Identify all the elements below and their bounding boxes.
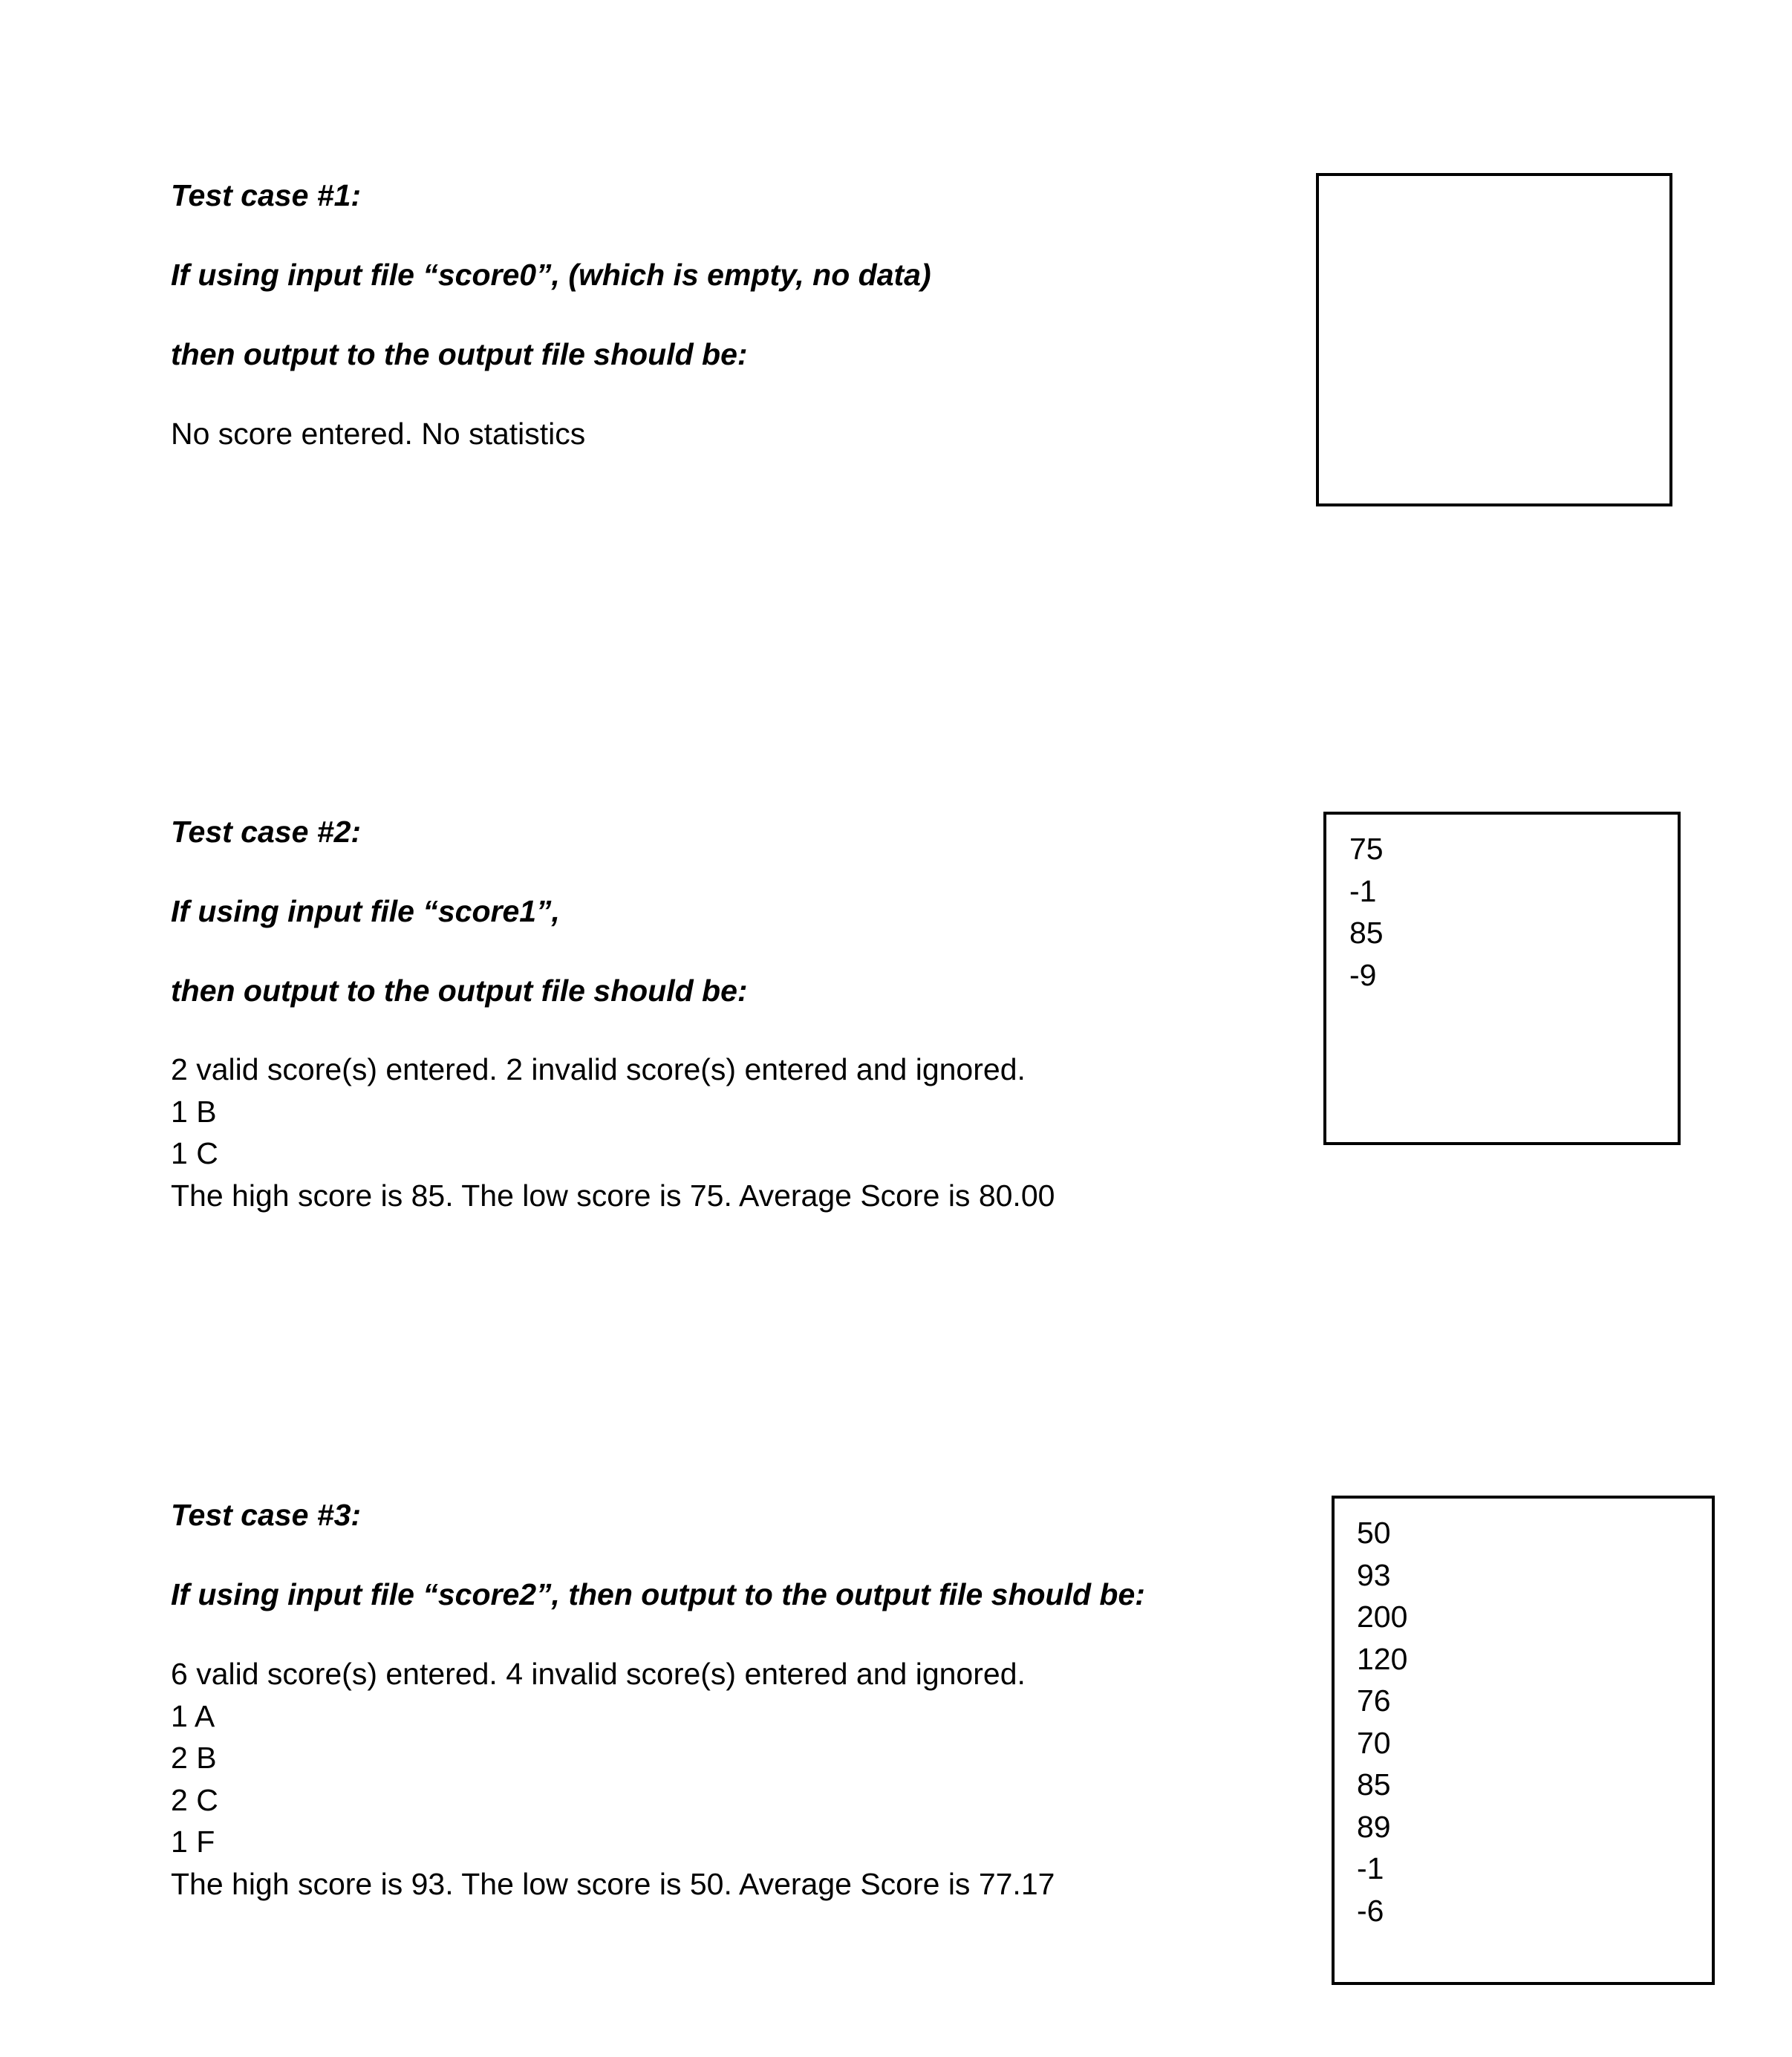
- test-case-2-output: [171, 1049, 1055, 1216]
- test-case-1-then-line: then output to the output file should be:: [171, 337, 748, 371]
- output-line: The high score is 85. The low score is 75. Average Score is 80.00: [171, 1178, 1055, 1213]
- test-case-2-input-file-box: [1323, 812, 1681, 1145]
- input-value: 89: [1357, 1809, 1391, 1844]
- test-case-3-output: [171, 1653, 1055, 1906]
- test-case-1-output: [171, 413, 585, 455]
- input-value: 93: [1357, 1557, 1391, 1592]
- output-line: 1 B: [171, 1094, 217, 1129]
- test-case-2-then-line: then output to the output file should be:: [171, 974, 748, 1008]
- input-value: -6: [1357, 1893, 1384, 1928]
- test-case-2-input-line: If using input file “score1”,: [171, 894, 560, 928]
- output-line: 1 F: [171, 1825, 215, 1859]
- test-case-3-input-data: [1357, 1512, 1407, 1932]
- output-line: 2 valid score(s) entered. 2 invalid score(s) entered and ignored.: [171, 1052, 1026, 1086]
- input-value: 70: [1357, 1725, 1391, 1760]
- test-case-2-input-data: [1349, 828, 1384, 996]
- output-line: No score entered. No statistics: [171, 417, 586, 451]
- output-line: 1 C: [171, 1136, 218, 1171]
- output-line: 6 valid score(s) entered. 4 invalid score(s) entered and ignored.: [171, 1657, 1026, 1691]
- input-value: 200: [1357, 1600, 1408, 1634]
- output-line: 2 B: [171, 1741, 217, 1776]
- input-value: -1: [1349, 873, 1377, 908]
- output-line: 1 A: [171, 1698, 215, 1733]
- test-case-3-input-file-box: [1332, 1496, 1715, 1985]
- input-value: 85: [1349, 916, 1384, 950]
- output-line: 2 C: [171, 1782, 218, 1817]
- test-case-2-title: Test case #2:: [171, 815, 362, 849]
- input-value: -1: [1357, 1851, 1384, 1885]
- test-case-1-title: Test case #1:: [171, 178, 362, 212]
- output-line: The high score is 93. The low score is 50. Average Score is 77.17: [171, 1866, 1055, 1901]
- test-case-3-input-line: If using input file “score2”, then output to the output file should be:: [171, 1577, 1145, 1611]
- input-value: 76: [1357, 1683, 1391, 1718]
- input-value: 120: [1357, 1641, 1408, 1676]
- input-value: 85: [1357, 1767, 1391, 1802]
- test-case-3-title: Test case #3:: [171, 1498, 362, 1532]
- test-case-1-input-line: If using input file “score0”, (which is empty, no data): [171, 258, 931, 292]
- test-case-1-input-file-box: [1316, 173, 1672, 506]
- input-value: -9: [1349, 957, 1377, 992]
- input-value: 50: [1357, 1516, 1391, 1550]
- input-value: 75: [1349, 832, 1384, 866]
